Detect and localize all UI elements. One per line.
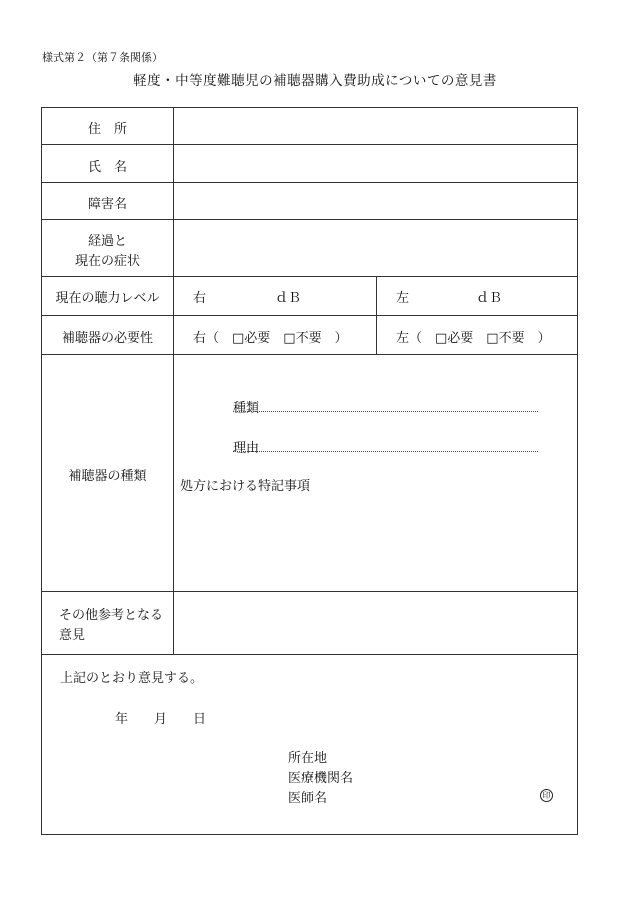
institution-label: 医療機関名 [288, 771, 354, 786]
disability-label: 障害名 [87, 197, 127, 212]
hearing-right-label: 右 [193, 291, 207, 306]
table-border-bottom [41, 834, 578, 835]
type-reason-label: 理由 [233, 441, 260, 456]
row-divider [41, 219, 578, 220]
location-label: 所在地 [288, 751, 328, 766]
row-divider [41, 315, 578, 316]
row-divider [41, 354, 578, 355]
history-label-line1: 経過と [87, 234, 127, 249]
other-label-line1: その他参考となる [59, 608, 164, 623]
page-title: 軽度・中等度難聴児の補聴器購入費助成についての意見書 [133, 73, 497, 89]
date-field: 年 月 日 [115, 712, 207, 727]
hearing-right-unit: ｄＢ [275, 291, 302, 306]
prescription-notes-label: 処方における特記事項 [180, 479, 311, 494]
row-divider [41, 182, 578, 183]
table-border-right [577, 107, 578, 835]
left-right-divider [376, 276, 377, 355]
hearing-left-label: 左 [396, 291, 410, 306]
hearing-left-unit: ｄＢ [476, 291, 503, 306]
row-divider [41, 144, 578, 145]
doctor-label: 医師名 [288, 791, 328, 806]
type-reason-field[interactable] [233, 451, 538, 452]
seal-icon: 印 [540, 789, 553, 802]
table-border-top [41, 107, 578, 108]
row-divider [41, 276, 578, 277]
other-label-line2: 意見 [59, 628, 86, 643]
type-kind-field[interactable] [233, 411, 538, 412]
row-divider [41, 591, 578, 592]
hearing-level-label: 現在の聴力レベル [55, 291, 160, 306]
name-label: 氏 名 [87, 160, 127, 175]
form-number: 様式第２（第７条関係） [42, 51, 163, 64]
necessity-right-checkboxes[interactable]: 右（ □必要 □不要 ） [193, 331, 348, 346]
necessity-label: 補聴器の必要性 [61, 331, 153, 346]
history-label-line2: 現在の症状 [74, 254, 140, 269]
type-kind-label: 種類 [233, 401, 260, 416]
type-label: 補聴器の種類 [68, 469, 147, 484]
address-label: 住 所 [87, 122, 127, 137]
label-column-divider [173, 107, 174, 655]
statement-text: 上記のとおり意見する。 [60, 671, 204, 686]
necessity-left-checkboxes[interactable]: 左（ □必要 □不要 ） [396, 331, 551, 346]
row-divider [41, 654, 578, 655]
